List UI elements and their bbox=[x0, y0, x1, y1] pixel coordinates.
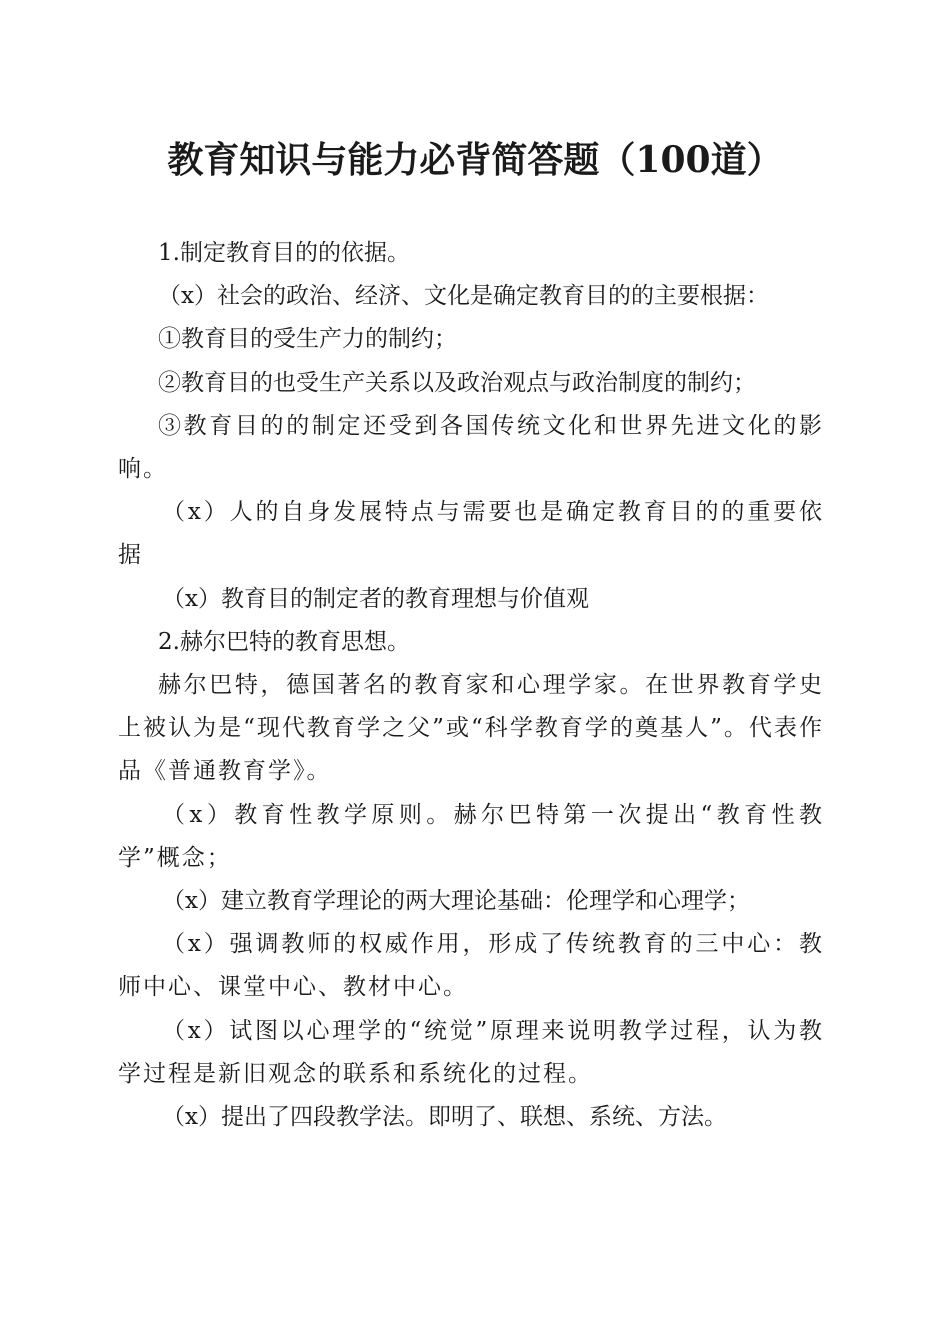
document-body bbox=[118, 232, 824, 1139]
answer-point: （x）试图以心理学的“统觉”原理来说明教学过程，认为教学过程是新旧观念的联系和系统化的过程。 bbox=[118, 1017, 824, 1087]
answer-intro: 赫尔巴特，德国著名的教育家和心理学家。在世界教育学史上被认为是“现代教育学之父”或“科学教育学的奠基人”。代表作品《普通教育学》。 bbox=[118, 672, 824, 785]
question-heading-2: 2.赫尔巴特的教育思想。 bbox=[158, 628, 410, 655]
question-heading-1: 1.制定教育目的的依据。 bbox=[158, 240, 410, 266]
answer-point: （x）建立教育学理论的两大理论基础：伦理学和心理学； bbox=[162, 888, 750, 915]
answer-point: （x）社会的政治、经济、文化是确定教育目的的主要根据： bbox=[158, 283, 769, 310]
answer-point: （x）教育目的制定者的教育理想与价值观 bbox=[162, 585, 589, 612]
answer-subpoint: ①教育目的受生产力的制约； bbox=[158, 326, 457, 353]
answer-point: （x）强调教师的权威作用，形成了传统教育的三中心：教师中心、课堂中心、教材中心。 bbox=[118, 931, 824, 1001]
answer-point: （x）教育性教学原则。赫尔巴特第一次提出“教育性教学”概念； bbox=[118, 801, 824, 871]
page-title: 教育知识与能力必背简答题（100道） bbox=[167, 139, 783, 181]
answer-point: （x）人的自身发展特点与需要也是确定教育目的的重要依据 bbox=[118, 499, 824, 569]
answer-subpoint: ③教育目的的制定还受到各国传统文化和世界先进文化的影响。 bbox=[118, 412, 824, 483]
answer-subpoint: ②教育目的也受生产关系以及政治观点与政治制度的制约； bbox=[158, 369, 756, 396]
answer-point: （x）提出了四段教学法。即明了、联想、系统、方法。 bbox=[162, 1104, 727, 1131]
